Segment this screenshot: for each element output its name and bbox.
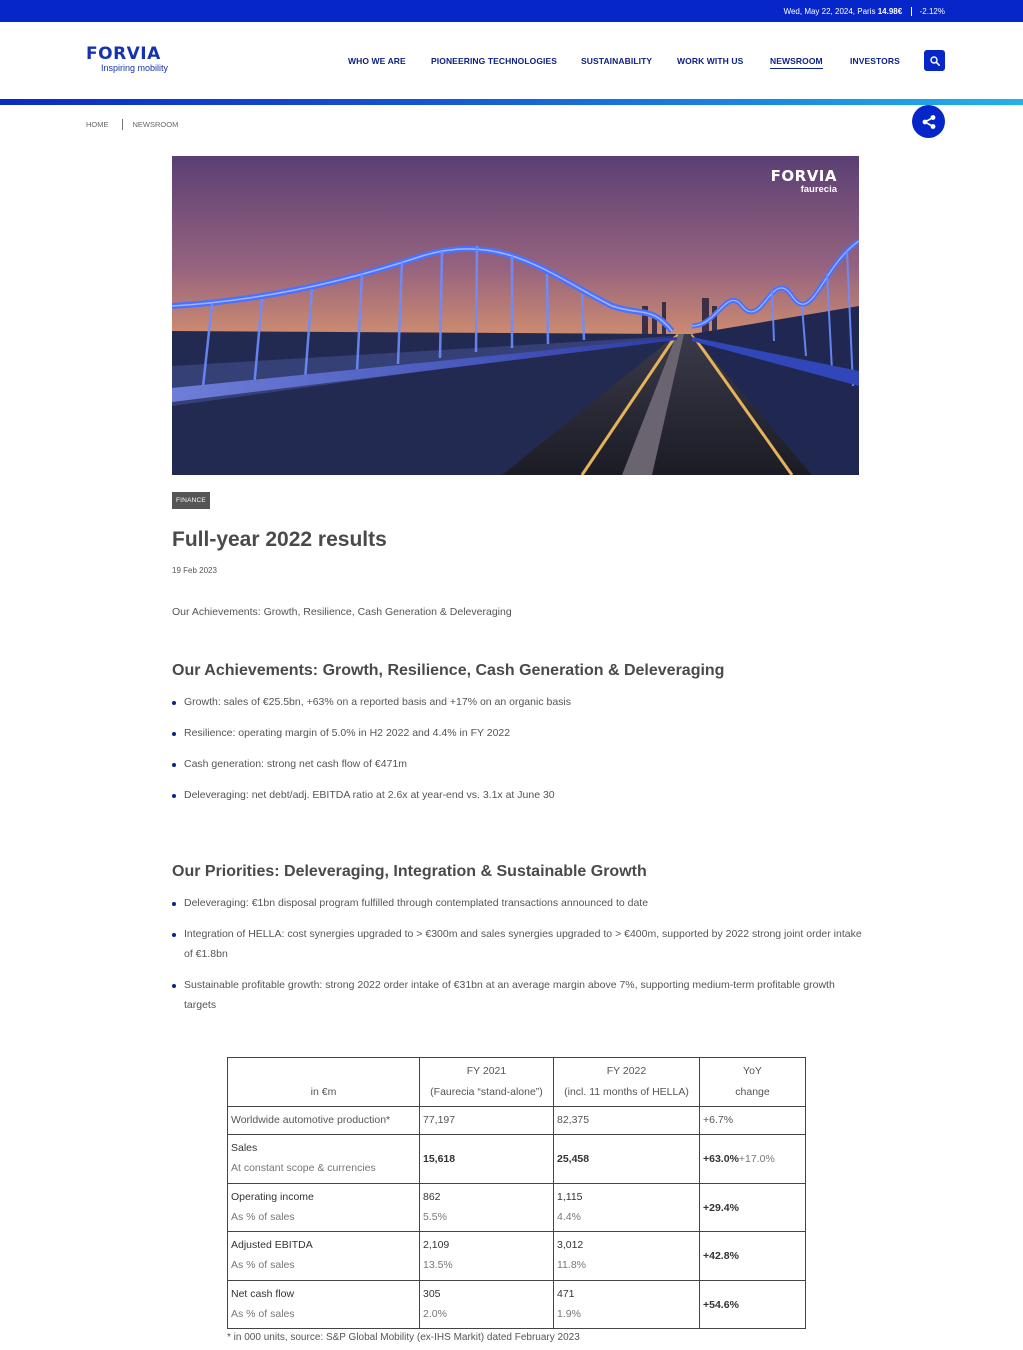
nav-investors[interactable]: INVESTORS bbox=[850, 56, 900, 66]
cell-fy2022: 3,012 11.8% bbox=[554, 1232, 700, 1281]
search-button[interactable] bbox=[924, 50, 945, 71]
hero-image bbox=[172, 156, 859, 475]
cell-yoy: +54.6% bbox=[700, 1281, 806, 1329]
list-item: Integration of HELLA: cost synergies upgraded to > €300m and sales synergies upgraded to > €400m, supported by 2022 strong joint order intake of €1.8bn bbox=[172, 924, 862, 964]
col-header-yoy: YoY change bbox=[700, 1058, 806, 1107]
nav-work-with-us[interactable]: WORK WITH US bbox=[677, 56, 744, 66]
table-row bbox=[228, 1281, 806, 1329]
table-row bbox=[228, 1232, 806, 1281]
cell-yoy: +63.0%+17.0% bbox=[700, 1135, 806, 1184]
breadcrumb bbox=[86, 119, 178, 130]
achievements-list bbox=[172, 692, 862, 816]
cell-fy2021: 77,197 bbox=[420, 1107, 554, 1135]
section-heading-priorities: Our Priorities: Deleveraging, Integration & Sustainable Growth bbox=[172, 863, 647, 880]
nav-newsroom[interactable]: NEWSROOM bbox=[770, 56, 823, 69]
list-item: Deleveraging: net debt/adj. EBITDA ratio at 2.6x at year-end vs. 3.1x at June 30 bbox=[172, 785, 862, 805]
list-item: Sustainable profitable growth: strong 2022 order intake of €31bn at an average margin above 7%, supporting medium-term profitable growth targets bbox=[172, 975, 862, 1015]
article-intro: Our Achievements: Growth, Resilience, Cash Generation & Deleveraging bbox=[172, 606, 512, 618]
cell-yoy: +6.7% bbox=[700, 1107, 806, 1135]
section-heading-achievements: Our Achievements: Growth, Resilience, Cash Generation & Deleveraging bbox=[172, 662, 725, 679]
site-header bbox=[0, 22, 1023, 100]
cell-fy2021: 2,109 13.5% bbox=[420, 1232, 554, 1281]
col-header-unit: in €m bbox=[228, 1058, 420, 1107]
hero-logo-sub: faurecia bbox=[800, 184, 837, 195]
hero-forvia-logo bbox=[771, 168, 837, 196]
top-info-bar bbox=[0, 0, 1023, 22]
breadcrumb-divider bbox=[122, 119, 123, 130]
col-header-fy2022: FY 2022 (incl. 11 months of HELLA) bbox=[554, 1058, 700, 1107]
list-item: Resilience: operating margin of 5.0% in H2 2022 and 4.4% in FY 2022 bbox=[172, 723, 862, 743]
nav-sustainability[interactable]: SUSTAINABILITY bbox=[581, 56, 653, 66]
priorities-list bbox=[172, 893, 862, 1026]
list-item: Deleveraging: €1bn disposal program fulfilled through contemplated transactions announced to date bbox=[172, 893, 862, 913]
share-icon bbox=[921, 114, 937, 130]
table-row bbox=[228, 1107, 806, 1135]
logo-tagline: Inspiring mobility bbox=[101, 63, 169, 73]
search-icon bbox=[930, 56, 940, 66]
list-item: Growth: sales of €25.5bn, +63% on a reported basis and +17% on an organic basis bbox=[172, 692, 862, 712]
page-title: Full-year 2022 results bbox=[172, 528, 387, 551]
publish-date: 19 Feb 2023 bbox=[172, 566, 217, 575]
cell-fy2022: 1,115 4.4% bbox=[554, 1184, 700, 1232]
cell-fy2022: 82,375 bbox=[554, 1107, 700, 1135]
stock-date: Wed, May 22, 2024, Paris bbox=[783, 7, 876, 16]
cell-yoy: +42.8% bbox=[700, 1232, 806, 1281]
header-gradient-bar bbox=[0, 99, 1023, 105]
cell-fy2022: 25,458 bbox=[554, 1135, 700, 1184]
cell-fy2022: 471 1.9% bbox=[554, 1281, 700, 1329]
row-label: Net cash flow As % of sales bbox=[228, 1281, 420, 1329]
results-table bbox=[227, 1057, 806, 1329]
row-label: Sales At constant scope & currencies bbox=[228, 1135, 420, 1184]
nav-who-we-are[interactable]: WHO WE ARE bbox=[348, 56, 406, 66]
cell-fy2021: 862 5.5% bbox=[420, 1184, 554, 1232]
table-footnote: * in 000 units, source: S&P Global Mobility (ex-IHS Markit) dated February 2023 bbox=[227, 1332, 580, 1343]
cell-yoy: +29.4% bbox=[700, 1184, 806, 1232]
share-button[interactable] bbox=[912, 105, 945, 138]
cell-fy2021: 305 2.0% bbox=[420, 1281, 554, 1329]
logo-word: FORVIA bbox=[86, 44, 161, 64]
list-item: Cash generation: strong net cash flow of €471m bbox=[172, 754, 862, 774]
nav-pioneering-technologies[interactable]: PIONEERING TECHNOLOGIES bbox=[431, 56, 558, 66]
stock-change: -2.12% bbox=[919, 7, 945, 16]
bridge-photo bbox=[172, 156, 859, 475]
row-label: Worldwide automotive production* bbox=[228, 1107, 420, 1135]
table-row bbox=[228, 1184, 806, 1232]
table-row bbox=[228, 1135, 806, 1184]
stock-ticker bbox=[784, 7, 945, 16]
breadcrumb-newsroom[interactable]: NEWSROOM bbox=[132, 120, 179, 129]
row-label: Operating income As % of sales bbox=[228, 1184, 420, 1232]
breadcrumb-home[interactable]: HOME bbox=[86, 120, 109, 129]
stock-divider bbox=[911, 7, 912, 16]
table-header-row bbox=[228, 1058, 806, 1107]
cell-fy2021: 15,618 bbox=[420, 1135, 554, 1184]
row-label: Adjusted EBITDA As % of sales bbox=[228, 1232, 420, 1281]
col-header-fy2021: FY 2021 (Faurecia “stand-alone”) bbox=[420, 1058, 554, 1107]
main-nav bbox=[0, 56, 1023, 70]
stock-price: 14.98€ bbox=[877, 7, 903, 16]
category-tag[interactable]: FINANCE bbox=[172, 492, 210, 509]
hero-logo-word: FORVIA bbox=[770, 167, 837, 185]
